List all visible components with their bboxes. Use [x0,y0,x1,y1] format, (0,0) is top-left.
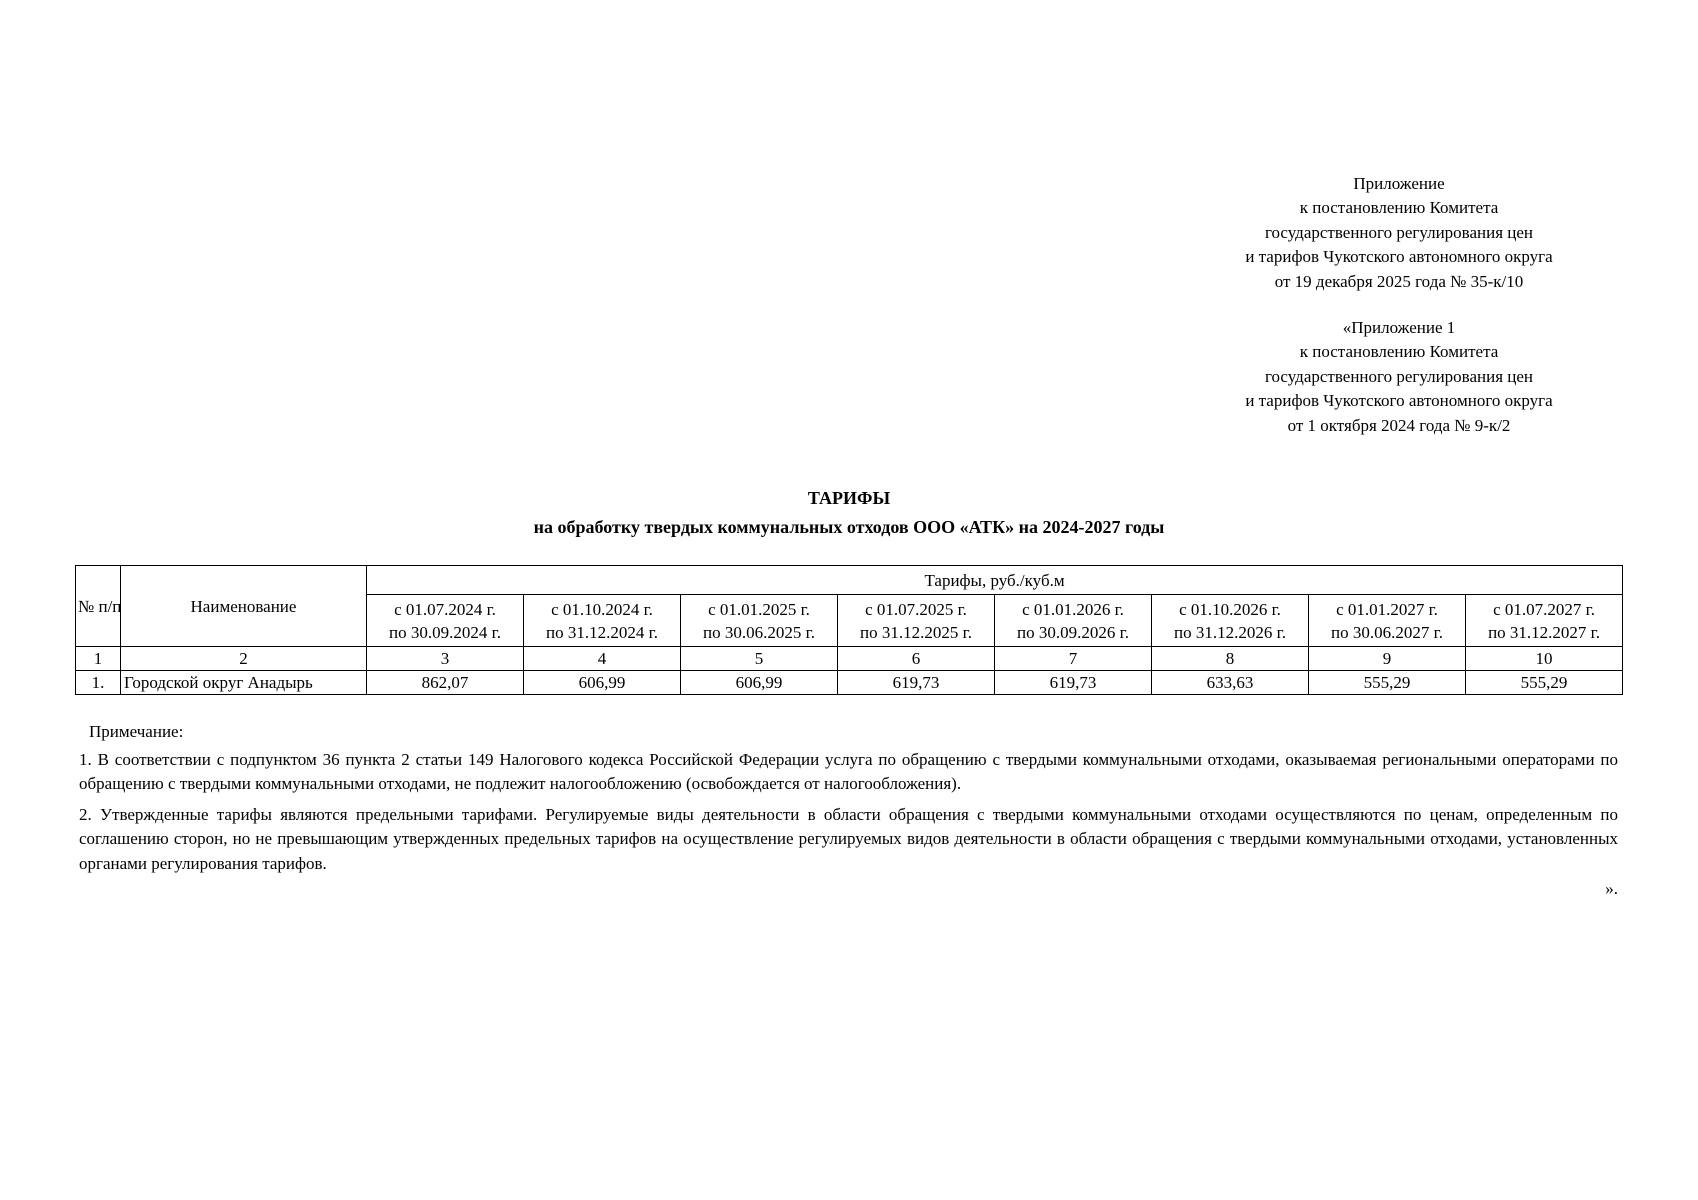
appendix-line: Приложение [1353,174,1445,193]
tariff-value: 633,63 [1152,671,1309,695]
column-number: 9 [1309,647,1466,671]
name-header: Наименование [121,566,367,647]
column-number: 3 [367,647,524,671]
header-row-top [76,566,1623,595]
document-subtitle: на обработку твердых коммунальных отходов ООО «АТК» на 2024-2027 годы [533,517,1165,537]
column-number: 4 [524,647,681,671]
period-from: с 01.07.2024 г. [394,599,496,619]
period-header [838,595,995,647]
quoted-appendix-line: от 1 октября 2024 года № 9-к/2 [1287,415,1511,435]
period-header [995,595,1152,647]
period-header [1309,595,1466,647]
appendix-line: государственного регулирования цен [1264,222,1534,242]
tariff-value: 555,29 [1466,671,1623,695]
row-name: Городской округ Анадырь [121,671,367,695]
column-number: 6 [838,647,995,671]
row-number: 1. [76,671,121,695]
period-to: по 30.09.2026 г. [1017,622,1129,642]
tariff-value: 862,07 [367,671,524,695]
note-item-2: 2. Утвержденные тарифы являются предельными тарифами. Регулируемые виды деятельности в области обращения с твердыми коммунальными отходами осуществляются по ценам, определенным по соглашению сторон, но не превышающим утвержденных предельных тарифов на осуществление регулируемых видов деятельности в области обращения с твердыми коммунальными отходами, установленных органами регулирования тарифов. [79,804,1618,873]
appendix-line: от 19 декабря 2025 года № 35-к/10 [1274,271,1524,291]
period-to: по 30.06.2027 г. [1331,622,1443,642]
quoted-appendix-line: и тарифов Чукотского автономного округа [1245,391,1553,411]
period-from: с 01.01.2026 г. [1022,599,1124,619]
tariffs-header: Тарифы, руб./куб.м [367,566,1623,595]
notes-section [79,720,1618,882]
period-to: по 31.12.2024 г. [546,622,658,642]
column-number: 10 [1466,647,1623,671]
period-from: с 01.07.2025 г. [865,599,967,619]
quoted-appendix-line: «Приложение 1 [1342,318,1456,338]
document-title: ТАРИФЫ [807,488,891,508]
table-row [76,671,1623,695]
quoted-appendix-line: государственного регулирования цен [1264,366,1534,386]
period-header [367,595,524,647]
note-item-1: 1. В соответствии с подпунктом 36 пункта 2 статьи 149 Налогового кодекса Российской Федерации услуга по обращению с твердыми коммунальными отходами, оказываемая региональными операторами по обращению с твердыми коммунальными отходами, не подлежит налогообложению (освобождается от налогообложения). [79,749,1618,793]
column-number: 1 [76,647,121,671]
closing-quote-mark: ». [1605,879,1618,898]
period-from: с 01.10.2026 г. [1179,599,1281,619]
period-from: с 01.07.2027 г. [1493,599,1595,619]
period-from: с 01.10.2024 г. [551,599,653,619]
period-from: с 01.01.2027 г. [1336,599,1438,619]
column-number: 5 [681,647,838,671]
tariff-value: 606,99 [524,671,681,695]
tariffs-table [75,565,1623,695]
column-number: 7 [995,647,1152,671]
column-number: 8 [1152,647,1309,671]
notes-heading: Примечание: [89,722,184,741]
period-header [1152,595,1309,647]
appendix-line: к постановлению Комитета [1299,198,1499,218]
appendix-block [1160,172,1638,438]
tariff-value: 606,99 [681,671,838,695]
period-from: с 01.01.2025 г. [708,599,810,619]
period-header [681,595,838,647]
period-to: по 31.12.2025 г. [860,622,972,642]
column-numbers-row [76,647,1623,671]
tariff-value: 555,29 [1309,671,1466,695]
document-heading [0,484,1698,542]
column-number: 2 [121,647,367,671]
quoted-appendix-line: к постановлению Комитета [1299,342,1499,362]
period-to: по 31.12.2027 г. [1488,622,1600,642]
number-header: № п/п [76,566,121,647]
period-to: по 31.12.2026 г. [1174,622,1286,642]
appendix-gap [1160,294,1638,316]
appendix-line: и тарифов Чукотского автономного округа [1245,247,1553,267]
period-to: по 30.09.2024 г. [389,622,501,642]
tariff-value: 619,73 [838,671,995,695]
tariff-value: 619,73 [995,671,1152,695]
period-header [524,595,681,647]
period-to: по 30.06.2025 г. [703,622,815,642]
period-header [1466,595,1623,647]
